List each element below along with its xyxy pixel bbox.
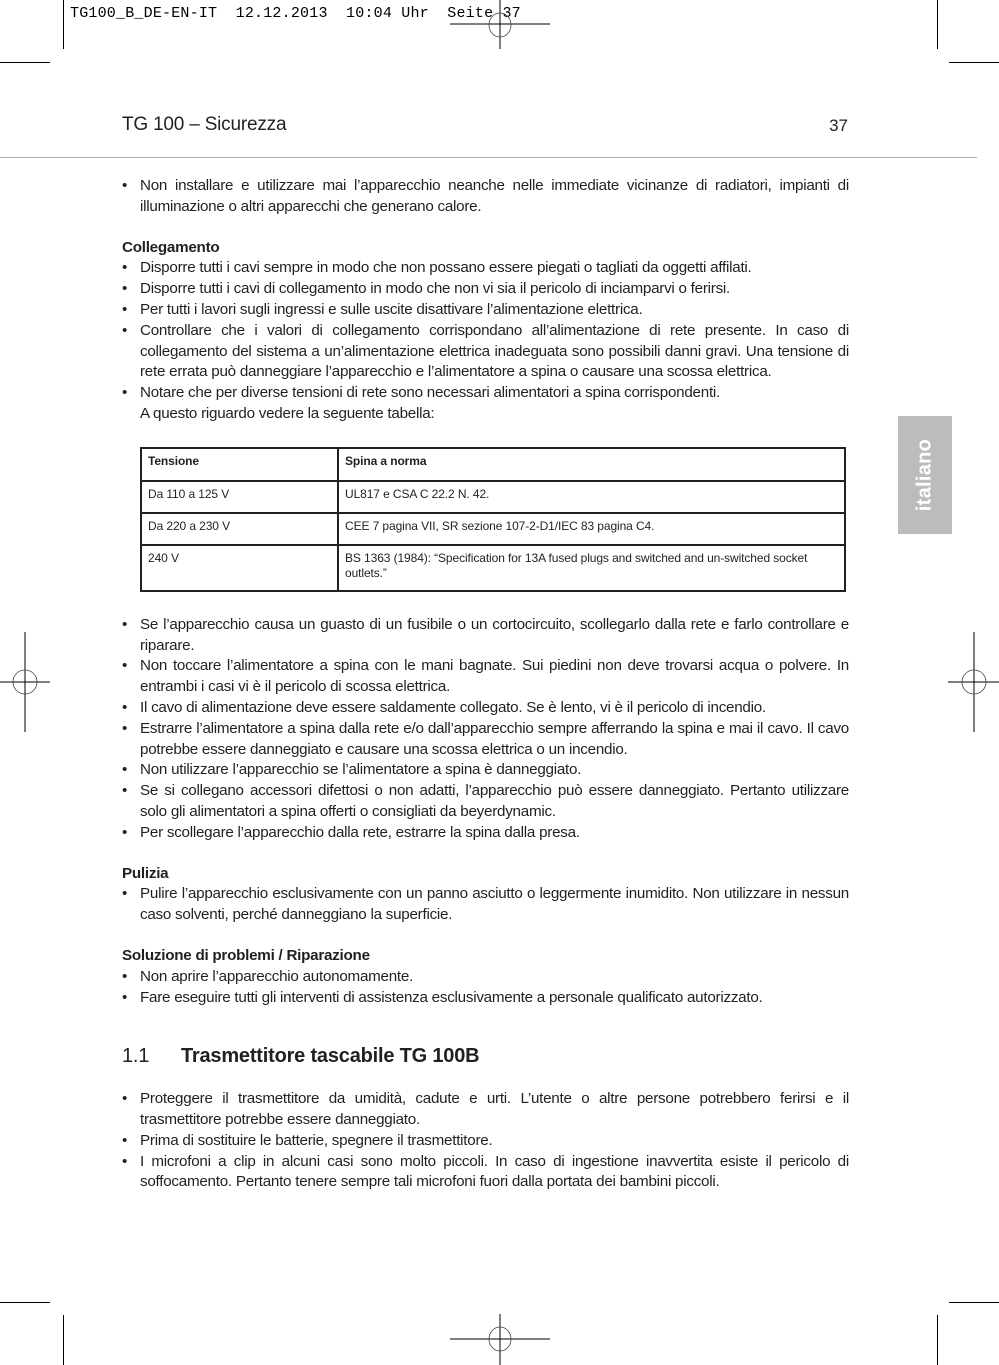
list-item: • Fare eseguire tutti gli interventi di assistenza esclusivamente a personale qualificato autorizzato. (122, 988, 849, 1009)
table-cell-voltage: 240 V (141, 545, 338, 591)
table-cell-voltage: Da 110 a 125 V (141, 481, 338, 513)
collegamento-list (122, 258, 849, 424)
pulizia-list (122, 884, 849, 926)
list-item: • Non toccare l’alimentatore a spina con le mani bagnate. Sui piedini non deve trovarsi acqua o polvere. In entrambi i casi vi è il pericolo di scossa elettrica. (122, 656, 849, 698)
list-item: • Per scollegare l’apparecchio dalla rete, estrarre la spina dalla presa. (122, 823, 849, 844)
intro-list (122, 176, 849, 218)
table-cell-voltage: Da 220 a 230 V (141, 513, 338, 545)
crop-mark-top-right-horizontal (949, 62, 999, 63)
list-item: • Prima di sostituire le batterie, spegnere il trasmettitore. (122, 1131, 849, 1152)
transmitter-list (122, 1089, 849, 1193)
page-number: 37 (829, 116, 848, 135)
crop-mark-top-left-vertical (63, 0, 64, 49)
table-header-row (141, 448, 845, 481)
section-heading-riparazione: Soluzione di problemi / Riparazione (122, 946, 370, 964)
header-rule (0, 157, 977, 158)
language-tab-label: italiano (913, 438, 936, 512)
list-item: • Disporre tutti i cavi di collegamento in modo che non vi sia il pericolo di inciamparvi o ferirsi. (122, 279, 849, 300)
table-row (141, 481, 845, 513)
safety-list (122, 615, 849, 844)
list-item: • Controllare che i valori di collegamento corrispondano all’alimentazione di rete presente. In caso di collegamento del sistema a un’alimentazione elettrica inadeguata sono possibili danni gravi. Una tensione di rete errata può danneggiare l’apparecchio e l’alimentatore a spina o causare una scossa elettrica. (122, 321, 849, 383)
registration-mark-right-icon (948, 630, 999, 734)
list-item (122, 383, 849, 425)
table-cell-standard: CEE 7 pagina VII, SR sezione 107-2-D1/IEC 83 pagina C4. (338, 513, 845, 545)
list-item: • Pulire l’apparecchio esclusivamente con un panno asciutto o leggermente inumidito. Non utilizzare in nessun caso solventi, perché danneggiano la superficie. (122, 884, 849, 926)
list-item: • Non aprire l’apparecchio autonomamente. (122, 967, 849, 988)
list-item: • I microfoni a clip in alcuni casi sono molto piccoli. In caso di ingestione inavvertita esiste il pericolo di soffocamento. Pertanto tenere sempre tali microfoni fuori dalla portata dei bambini piccoli. (122, 1152, 849, 1194)
crop-mark-bottom-left-horizontal (0, 1302, 50, 1303)
list-item: • Non installare e utilizzare mai l’apparecchio neanche nelle immediate vicinanze di radiatori, impianti di illuminazione o altri apparecchi che generano calore. (122, 176, 849, 218)
registration-mark-bottom-icon (448, 1314, 552, 1365)
section-heading-pulizia: Pulizia (122, 864, 169, 882)
list-item: • Non utilizzare l’apparecchio se l’alimentatore a spina è danneggiato. (122, 760, 849, 781)
crop-mark-bottom-right-horizontal (949, 1302, 999, 1303)
running-header-title: TG 100 – Sicurezza (122, 114, 287, 135)
crop-mark-top-left-horizontal (0, 62, 50, 63)
list-item: • Per tutti i lavori sugli ingressi e sulle uscite disattivare l’alimentazione elettrica. (122, 300, 849, 321)
voltage-plug-table (140, 447, 846, 592)
riparazione-list (122, 967, 849, 1009)
registration-mark-top-icon (448, 0, 552, 50)
registration-mark-left-icon (0, 630, 52, 734)
list-item: • Il cavo di alimentazione deve essere saldamente collegato. Se è lento, vi è il pericolo di incendio. (122, 698, 849, 719)
section-title-1-1 (122, 1046, 849, 1067)
list-item: • Disporre tutti i cavi sempre in modo che non possano essere piegati o tagliati da oggetti affilati. (122, 258, 849, 279)
table-row (141, 513, 845, 545)
section-heading-collegamento: Collegamento (122, 238, 220, 256)
list-item: • Se l’apparecchio causa un guasto di un fusibile o un cortocircuito, scollegarlo dalla rete e farlo controllare e riparare. (122, 615, 849, 657)
print-slug: TG100_B_DE-EN-IT 12.12.2013 10:04 Uhr Seite 37 (70, 5, 521, 22)
table-cell-standard: UL817 e CSA C 22.2 N. 42. (338, 481, 845, 513)
column-header-spina: Spina a norma (338, 448, 845, 481)
column-header-tensione: Tensione (141, 448, 338, 481)
list-item-continuation: A questo riguardo vedere la seguente tabella: (140, 404, 435, 422)
language-tab (898, 416, 952, 534)
crop-mark-bottom-right-vertical (937, 1315, 938, 1365)
section-number: 1.1 (122, 1045, 150, 1068)
page-content (122, 176, 849, 1193)
table-row (141, 545, 845, 591)
list-item: • Estrarre l’alimentatore a spina dalla rete e/o dall’apparecchio sempre afferrando la spina e mai il cavo. Il cavo potrebbe essere danneggiato e causare una scossa elettrica o un incendio. (122, 719, 849, 761)
list-item: • Se si collegano accessori difettosi o non adatti, l’apparecchio può essere danneggiato. Pertanto utilizzare solo gli alimentatori a spina offerti o consigliati da beyerdynamic. (122, 781, 849, 823)
list-item: • Proteggere il trasmettitore da umidità, cadute e urti. L’utente o altre persone potrebbero ferirsi e il trasmettitore potrebbe essere danneggiato. (122, 1089, 849, 1131)
list-item-text: Notare che per diverse tensioni di rete sono necessari alimentatori a spina corrispondenti. (140, 384, 721, 402)
crop-mark-bottom-left-vertical (63, 1315, 64, 1365)
crop-mark-top-right-vertical (937, 0, 938, 49)
table-cell-standard: BS 1363 (1984): “Specification for 13A fused plugs and switched and un-switched socket outlets.” (338, 545, 845, 591)
section-title-text: Trasmettitore tascabile TG 100B (181, 1045, 480, 1068)
